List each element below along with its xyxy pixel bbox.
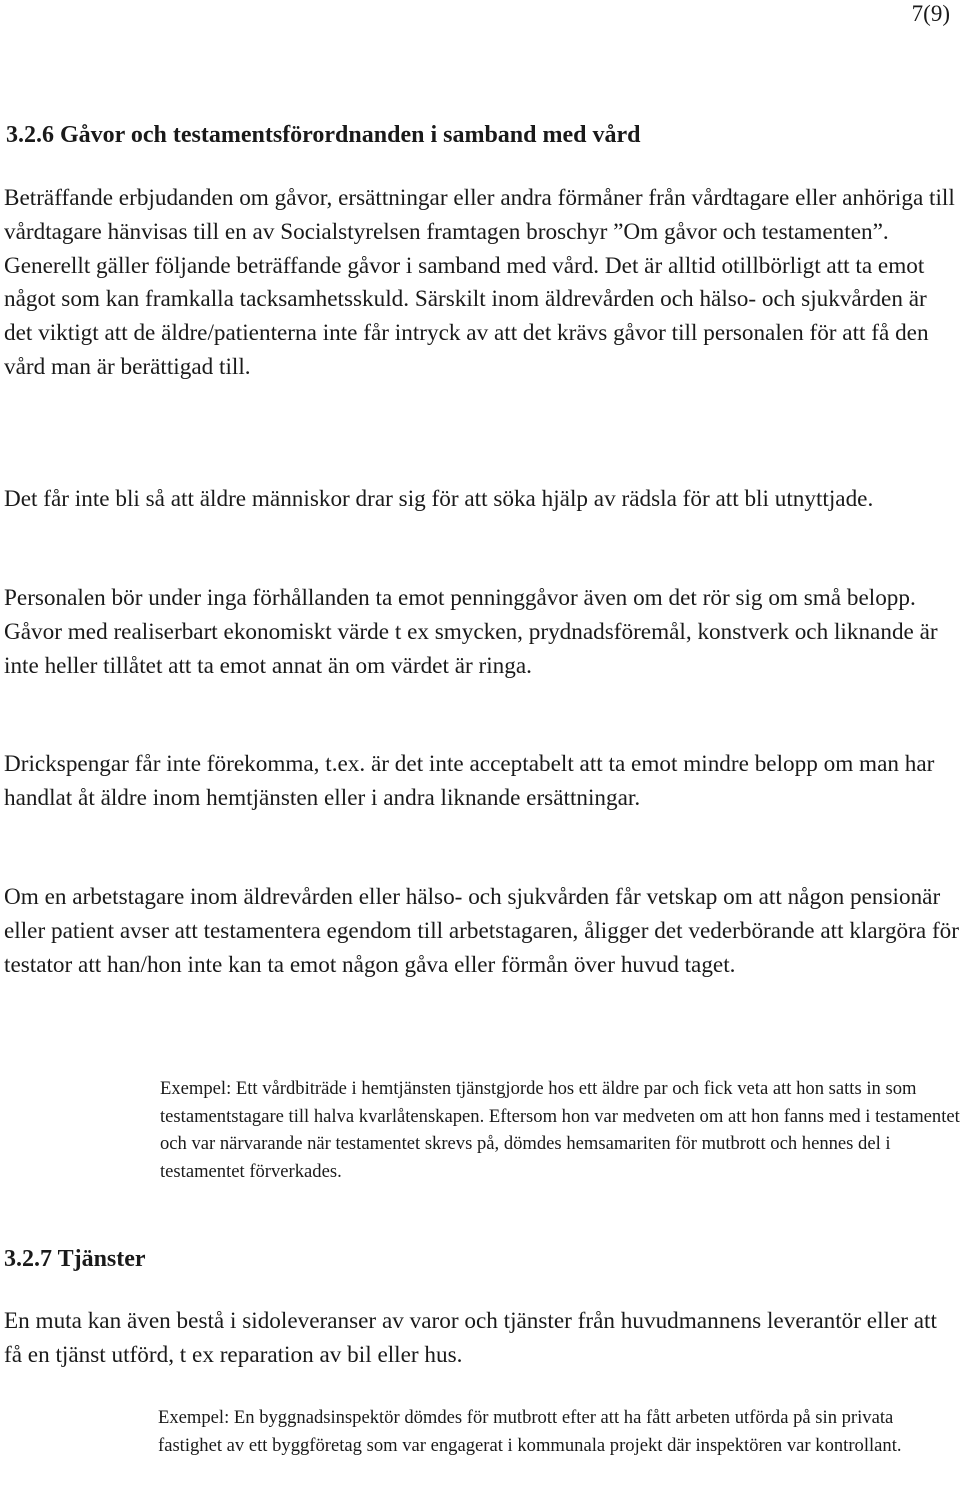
section-gavor-body-5 [4,881,960,982]
example-box-tjanster [158,1404,958,1459]
page-number: 7(9) [911,1,950,26]
paragraph: En muta kan även bestå i sidoleveranser av varor och tjänster från huvudmannens leverantör eller att få en tjänst utförd, t ex reparation av bil eller hus. [4,1308,937,1368]
section-gavor-body-2 [4,483,960,517]
section-gavor-body-3 [4,582,960,683]
example-box-gavor [160,1075,960,1185]
section-heading-tjanster: 3.2.7 Tjänster [4,1246,146,1272]
section-heading-gavor: 3.2.6 Gåvor och testamentsförordnanden i samband med vård [6,122,641,148]
example-text: Exempel: Ett vårdbiträde i hemtjänsten tjänstgjorde hos ett äldre par och fick veta att hon satts in som testamentstagare till halva kvarlåtenskapen. Eftersom hon var medveten om att hon fanns med i testamentet och var närvarande när testamentet skrevs på, dömdes hemsamariten för mutbrott och hennes del i testamentet förverkades. [160,1078,960,1182]
section-gavor-body [4,182,960,385]
example-text: Exempel: En byggnadsinspektör dömdes för mutbrott efter att ha fått arbeten utförda på sin privata fastighet av ett byggföretag som var engagerat i kommunala projekt där inspektören var kontrollant. [158,1407,902,1456]
paragraph: Personalen bör under inga förhållanden ta emot penninggåvor även om det rör sig om små belopp. Gåvor med realiserbart ekonomiskt värde t ex smycken, prydnadsföremål, konstverk och liknande är inte heller tillåtet att ta emot annat än om värdet är ringa. [4,585,938,679]
paragraph: Det får inte bli så att äldre människor drar sig för att söka hjälp av rädsla för att bli utnyttjade. [4,486,874,512]
paragraph: Beträffande erbjudanden om gåvor, ersättningar eller andra förmåner från vårdtagare eller anhöriga till vårdtagare hänvisas till en av Socialstyrelsen framtagen broschyr ”Om gåvor och testamenten”. Generellt gäller följande beträffande gåvor i samband med vård. Det är alltid otillbörligt att ta emot något som kan framkalla tacksamhetsskuld. Särskilt inom äldrevården och hälso- och sjukvården är det viktigt att de äldre/patienterna inte får intryck av att det krävs gåvor till personalen för att få den vård man är berättigad till. [4,185,955,380]
paragraph: Drickspengar får inte förekomma, t.ex. är det inte acceptabelt att ta emot mindre belopp om man har handlat åt äldre inom hemtjänsten eller i andra liknande ersättningar. [4,751,935,811]
section-tjanster-body [4,1305,956,1373]
paragraph: Om en arbetstagare inom äldrevården eller hälso- och sjukvården får vetskap om att någon pensionär eller patient avser att testamentera egendom till arbetstagaren, åligger det vederbörande att klargöra för testator att han/hon inte kan ta emot någon gåva eller förmån över huvud taget. [4,884,959,978]
section-gavor-body-4 [4,748,960,816]
